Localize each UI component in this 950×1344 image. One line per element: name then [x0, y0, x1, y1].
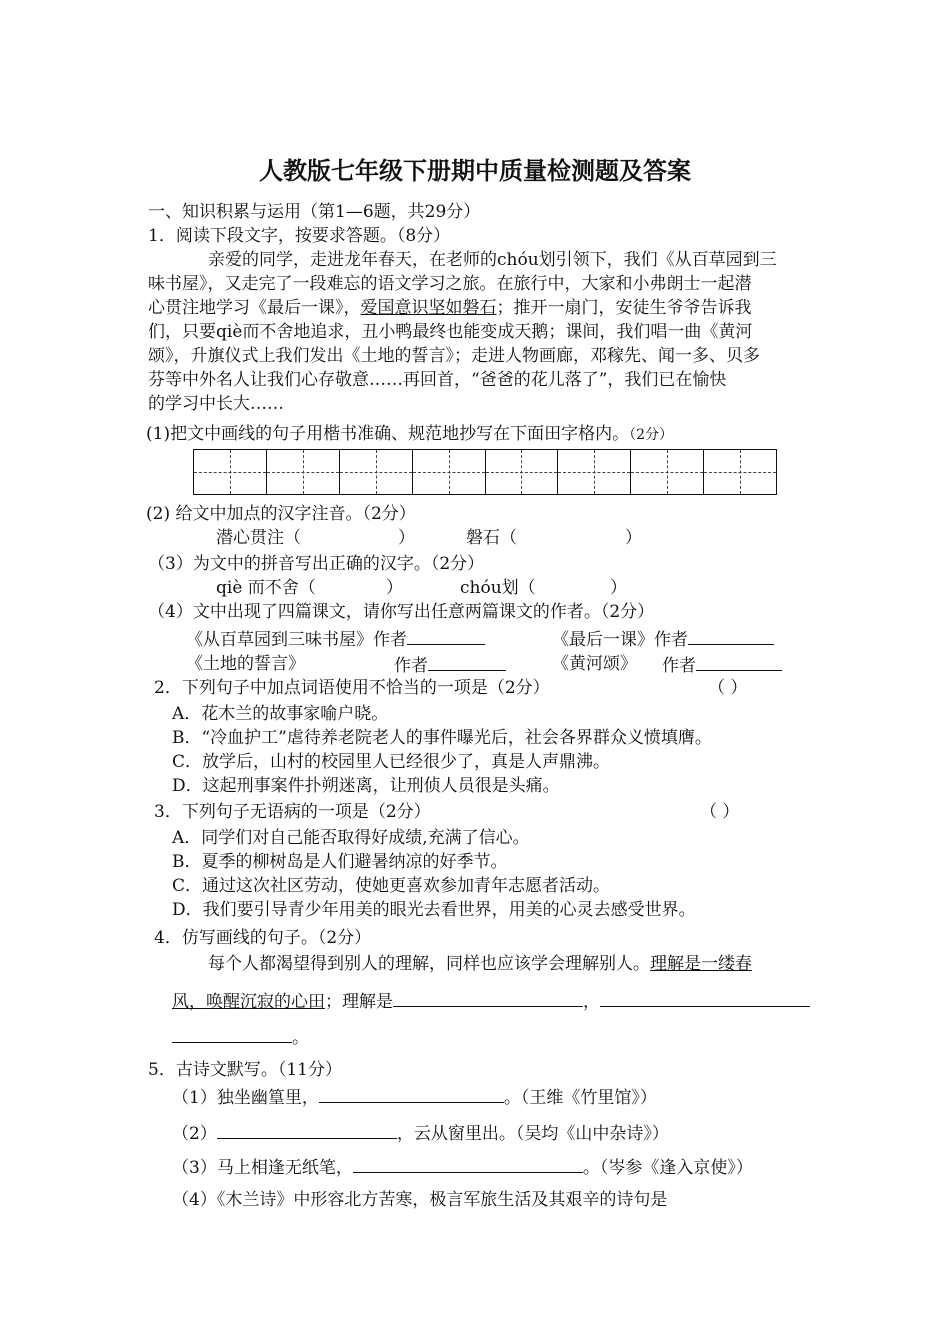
q1-passage-line: 们，只要qiè而不舍地追求，丑小鸭最终也能变成天鹅；课间，我们唱一曲《黄河 [148, 322, 753, 342]
q5-text: （3）马上相逢无纸笔， [172, 1158, 353, 1178]
grid-cell[interactable] [413, 450, 486, 494]
answer-blank[interactable] [172, 1024, 292, 1043]
passage-text: ；推开一扇门，安徒生爷爷告诉我 [496, 298, 752, 318]
q1-passage-line: 颂》，升旗仪式上我们发出《土地的誓言》；走进人物画廊，邓稼先、闻一多、贝多 [148, 346, 760, 366]
q5-stem: 5．古诗文默写。（11分） [148, 1060, 342, 1080]
q5-item [172, 1154, 753, 1180]
underlined-sentence: 爱国意识坚如磐石 [360, 298, 497, 318]
q4-text: 每个人都渴望得到别人的理解，同样也应该学会理解别人。 [208, 954, 650, 974]
q4-period: 。 [292, 1028, 309, 1048]
q5-text: 。（王维《竹里馆》） [503, 1088, 657, 1108]
q1-sub2: (2) 给文中加点的汉字注音。（2分） [146, 504, 416, 524]
q1-passage-line: 芬等中外名人让我们心存敬意……再回首，“爸爸的花儿落了”，我们已在愉快 [148, 370, 727, 390]
sub2-item-a: 潜心贯注（ [216, 528, 301, 548]
grid-cell[interactable] [631, 450, 704, 494]
q1-sub1 [146, 422, 673, 447]
answer-blank[interactable] [393, 988, 583, 1007]
q3-option-a: A．同学们对自己能否取得好成绩,充满了信心。 [172, 828, 530, 848]
q3-option-c: C．通过这次社区劳动，使她更喜欢参加青年志愿者活动。 [172, 876, 611, 896]
q2-option-b: B．“冷血护工”虐待养老院老人的事件曝光后，社会各界群众义愤填膺。 [172, 728, 712, 748]
section-heading: 一、知识积累与运用（第1—6题，共29分） [148, 202, 481, 222]
q5-text: ，云从窗里出。（吴均《山中杂诗》） [396, 1124, 669, 1144]
q4-underlined: 风，唤醒沉寂的心田 [172, 992, 325, 1012]
passage-text: 心贯注地学习《最后一课》， [148, 298, 361, 318]
author-item [394, 652, 506, 678]
q4-stem: 4．仿写画线的句子。（2分） [154, 928, 372, 948]
q2-answer-paren[interactable]: （ ） [708, 678, 748, 698]
q4-line [208, 952, 752, 976]
author-item [662, 652, 782, 678]
q1-passage-line: 味书屋》，又走完了一段难忘的语文学习之旅。在旅行中，大家和小弗朗士一起潜 [148, 274, 752, 294]
author-label: 《最后一课》作者 [552, 630, 688, 650]
q1-sub3: （3）为文中的拼音写出正确的汉字。（2分） [148, 554, 485, 574]
q5-text: （2） [172, 1124, 217, 1144]
q5-text: 。（岑参《逢入京使》） [582, 1158, 753, 1178]
sub2-item-b: 磐石（ [466, 528, 517, 548]
grid-cell[interactable] [558, 450, 631, 494]
q3-answer-paren[interactable]: （ ） [700, 802, 740, 822]
grid-cell[interactable] [267, 450, 340, 494]
answer-blank[interactable] [407, 626, 485, 645]
answer-blank[interactable] [319, 1084, 504, 1103]
author-label: 作者 [394, 656, 428, 676]
q5-item: （4）《木兰诗》中形容北方苦寒，极言军旅生活及其艰辛的诗句是 [172, 1190, 668, 1210]
answer-blank[interactable] [353, 1154, 583, 1173]
q5-item [172, 1084, 657, 1110]
q4-line [172, 988, 810, 1014]
author-item [552, 626, 774, 652]
sub2-item-b-end: ） [625, 528, 642, 548]
q2-option-d: D．这起刑事案件扑朔迷离，让刑侦人员很是头痛。 [172, 776, 560, 796]
answer-blank[interactable] [428, 652, 506, 671]
answer-blank[interactable] [696, 652, 782, 671]
grid-cell[interactable] [340, 450, 413, 494]
page-title: 人教版七年级下册期中质量检测题及答案 [259, 156, 691, 185]
q4-text: ；理解是 [325, 992, 393, 1012]
author-label: 《从百草园到三味书屋》作者 [186, 630, 407, 650]
q3-option-b: B．夏季的柳树岛是人们避暑纳凉的好季节。 [172, 852, 508, 872]
sub2-item-a-end: ） [398, 528, 415, 548]
q4-underlined: 理解是一缕春 [650, 954, 752, 974]
grid-cell[interactable] [194, 450, 267, 494]
q4-line [172, 1024, 309, 1050]
answer-blank[interactable] [600, 988, 810, 1007]
q4-comma: ， [583, 992, 600, 1012]
q1-passage-line: 亲爱的同学，走进龙年春天，在老师的chóu划引领下，我们《从百草园到三 [208, 250, 777, 270]
answer-blank[interactable] [688, 626, 774, 645]
sub3-item-a-end: ） [386, 578, 403, 598]
sub1-text: (1)把文中画线的句子用楷书准确、规范地抄写在下面田字格内。 [146, 424, 630, 444]
author-label: 作者 [662, 656, 696, 676]
q2-stem: 2．下列句子中加点词语使用不恰当的一项是（2分） [154, 678, 550, 698]
q3-stem: 3．下列句子无语病的一项是（2分） [154, 802, 431, 822]
sub3-item-a: qiè 而不舍（ [216, 578, 316, 598]
author-item-title: 《黄河颂》 [552, 654, 637, 674]
q1-sub4: （4）文中出现了四篇课文，请你写出任意两篇课文的作者。（2分） [148, 602, 655, 622]
author-item-title: 《土地的誓言》 [186, 654, 305, 674]
q2-option-a: A．花木兰的故事家喻户晓。 [172, 704, 389, 724]
q3-option-d: D．我们要引导青少年用美的眼光去看世界，用美的心灵去感受世界。 [172, 900, 696, 920]
q1-passage-line: 的学习中长大…… [148, 394, 284, 414]
grid-cell[interactable] [486, 450, 559, 494]
q5-item [172, 1120, 669, 1146]
sub3-item-b-end: ） [610, 578, 627, 598]
tianzige-grid[interactable] [193, 449, 777, 495]
sub3-item-b: chóu划（ [460, 578, 536, 598]
q1-passage-line [148, 296, 752, 320]
grid-cell[interactable] [704, 450, 776, 494]
q1-stem: 1．阅读下段文字，按要求答题。（8分） [148, 226, 451, 246]
author-item [186, 626, 485, 652]
sub1-score: （2分） [629, 427, 674, 443]
q2-option-c: C．放学后，山村的校园里人已经很少了，真是人声鼎沸。 [172, 752, 611, 772]
q5-text: （1）独坐幽篁里， [172, 1088, 319, 1108]
answer-blank[interactable] [217, 1120, 397, 1139]
